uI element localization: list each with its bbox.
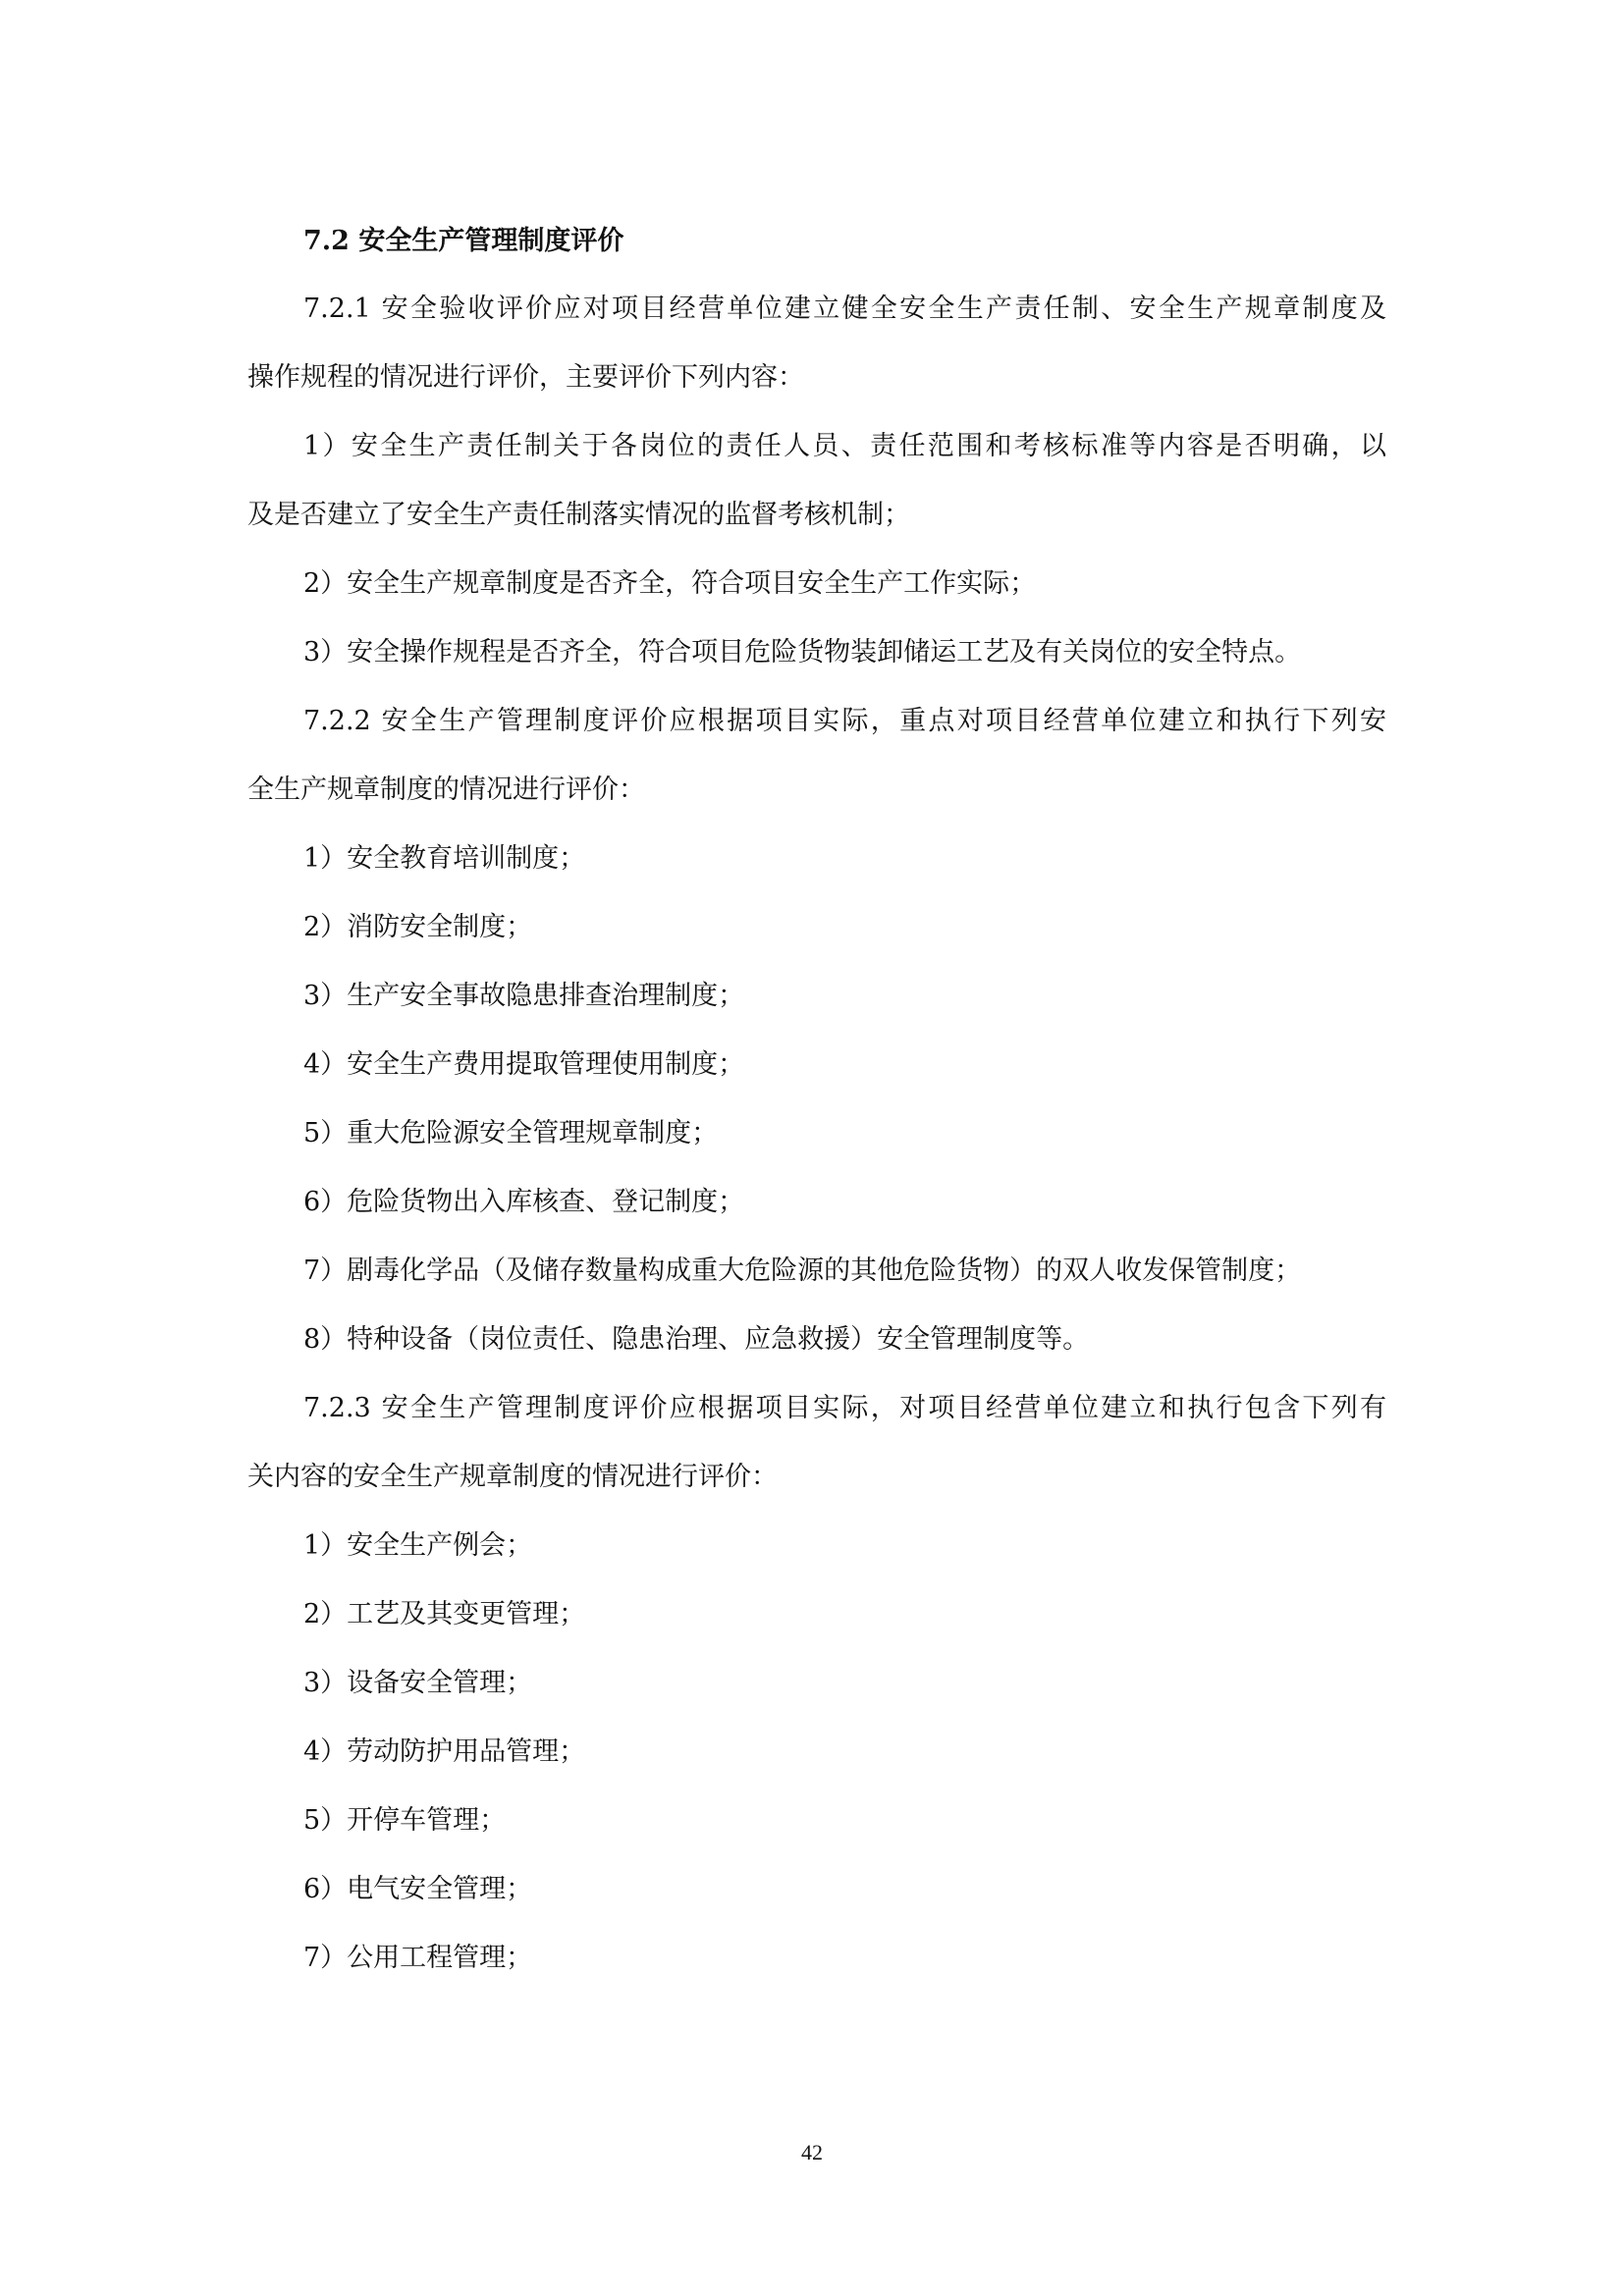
clause-7-2-2-line-1: 7.2.2 安全生产管理制度评价应根据项目实际，重点对项目经营单位建立和执行下列安 — [303, 706, 1386, 736]
clause-7-2-3-item: 6）电气安全管理； — [303, 1874, 533, 1904]
section-heading: 7.2 安全生产管理制度评价 — [303, 226, 624, 256]
clause-7-2-2-item: 1）安全教育培训制度； — [303, 843, 586, 874]
clause-7-2-2-item: 7）剧毒化学品（及储存数量构成重大危险源的其他危险货物）的双人收发保管制度； — [303, 1255, 1302, 1286]
clause-7-2-1-item-3: 3）安全操作规程是否齐全，符合项目危险货物装卸储运工艺及有关岗位的安全特点。 — [303, 637, 1302, 667]
clause-7-2-1-item-1-line-1: 1）安全生产责任制关于各岗位的责任人员、责任范围和考核标准等内容是否明确，以 — [303, 431, 1386, 461]
clause-7-2-2-line-2: 全生产规章制度的情况进行评价： — [247, 774, 645, 805]
clause-7-2-2-item: 4）安全生产费用提取管理使用制度； — [303, 1049, 745, 1080]
clause-7-2-2-item: 2）消防安全制度； — [303, 912, 533, 942]
clause-7-2-2-item: 8）特种设备（岗位责任、隐患治理、应急救援）安全管理制度等。 — [303, 1324, 1090, 1355]
clause-7-2-3-line-2: 关内容的安全生产规章制度的情况进行评价： — [247, 1462, 778, 1492]
clause-7-2-3-item: 4）劳动防护用品管理； — [303, 1736, 586, 1767]
clause-7-2-3-item: 7）公用工程管理； — [303, 1943, 533, 1973]
clause-7-2-2-item: 3）生产安全事故隐患排查治理制度； — [303, 981, 745, 1011]
clause-7-2-1-item-1-line-2: 及是否建立了安全生产责任制落实情况的监督考核机制； — [247, 500, 910, 530]
clause-7-2-3-item: 1）安全生产例会； — [303, 1530, 533, 1561]
page-number: 42 — [801, 2140, 823, 2164]
clause-7-2-3-item: 2）工艺及其变更管理； — [303, 1599, 586, 1629]
clause-7-2-1-line-1: 7.2.1 安全验收评价应对项目经营单位建立健全安全生产责任制、安全生产规章制度及 — [303, 294, 1386, 324]
clause-7-2-3-item: 5）开停车管理； — [303, 1805, 507, 1836]
clause-7-2-1-item-2: 2）安全生产规章制度是否齐全，符合项目安全生产工作实际； — [303, 568, 1037, 599]
clause-7-2-2-item: 5）重大危险源安全管理规章制度； — [303, 1118, 719, 1148]
clause-7-2-3-item: 3）设备安全管理； — [303, 1668, 533, 1698]
clause-7-2-1-line-2: 操作规程的情况进行评价，主要评价下列内容： — [247, 362, 804, 393]
clause-7-2-2-item: 6）危险货物出入库核查、登记制度； — [303, 1187, 745, 1217]
clause-7-2-3-line-1: 7.2.3 安全生产管理制度评价应根据项目实际，对项目经营单位建立和执行包含下列有 — [303, 1393, 1386, 1423]
